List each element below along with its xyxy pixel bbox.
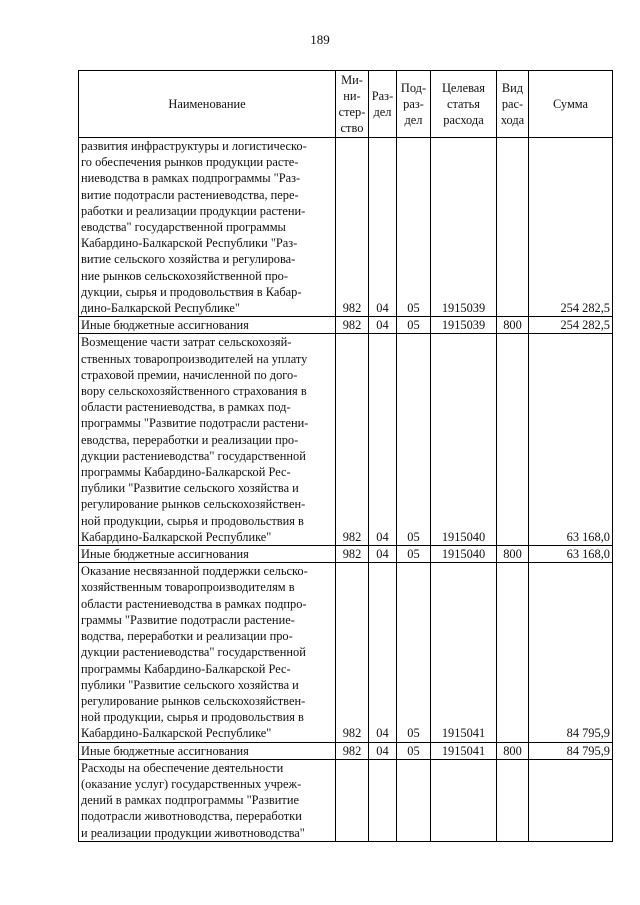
header-name: Наименование xyxy=(79,71,336,138)
target-article-cell: 1915040 xyxy=(431,546,497,563)
target-article-cell: 1915041 xyxy=(431,742,497,759)
expense-name-cell: Иные бюджетные ассигнования xyxy=(79,546,336,563)
expense-name-cell: Иные бюджетные ассигнования xyxy=(79,317,336,334)
ministry-code-cell: 982 xyxy=(336,334,369,546)
subsection-code-cell: 05 xyxy=(397,334,431,546)
expense-type-cell: 800 xyxy=(497,742,529,759)
target-article-cell: 1915040 xyxy=(431,334,497,546)
expense-type-cell: 800 xyxy=(497,546,529,563)
expense-name-cell: Оказание несвязанной поддержки сельско- хозяйственным товаропроизводителям в области растениеводства в рамках подпро- граммы "Развитие подотрасли растение- водства, переработки и реализации про- дукции растениеводства" государственной программы Кабардино-Балкарской Рес- публики "Развитие сельского хозяйства и регулирование рынков сельскохозяйствен- ной продукции, сырья и продовольствия в Кабардино-Балкарской Республике" xyxy=(79,563,336,742)
expense-name-cell: Иные бюджетные ассигнования xyxy=(79,742,336,759)
table-row xyxy=(79,546,613,563)
expense-name-cell: Расходы на обеспечение деятельности (оказание услуг) государственных учреж- дений в рамках подпрограммы "Развитие подотрасли животноводства, переработки и реализации продукции животноводства" xyxy=(79,759,336,841)
subsection-code-cell: 05 xyxy=(397,317,431,334)
ministry-code-cell: 982 xyxy=(336,742,369,759)
section-code-cell: 04 xyxy=(369,742,397,759)
section-code-cell: 04 xyxy=(369,334,397,546)
amount-cell: 84 795,9 xyxy=(529,742,613,759)
header-expense-type: Вид рас- хода xyxy=(497,71,529,138)
header-amount: Сумма xyxy=(529,71,613,138)
section-code-cell: 04 xyxy=(369,317,397,334)
ministry-code-cell: 982 xyxy=(336,317,369,334)
table-row xyxy=(79,563,613,742)
expense-type-cell: 800 xyxy=(497,317,529,334)
amount-cell: 254 282,5 xyxy=(529,317,613,334)
page-number: 189 xyxy=(310,32,330,47)
section-code-cell: 04 xyxy=(369,546,397,563)
amount-cell xyxy=(529,759,613,841)
expense-type-cell xyxy=(497,759,529,841)
subsection-code-cell: 05 xyxy=(397,742,431,759)
subsection-code-cell: 05 xyxy=(397,138,431,317)
ministry-code-cell: 982 xyxy=(336,546,369,563)
subsection-code-cell: 05 xyxy=(397,546,431,563)
section-code-cell: 04 xyxy=(369,563,397,742)
expense-type-cell xyxy=(497,563,529,742)
table-row xyxy=(79,759,613,841)
amount-cell: 63 168,0 xyxy=(529,546,613,563)
expense-name-cell: развития инфраструктуры и логистическо- го обеспечения рынков продукции расте- ниеводства в рамках подпрограммы "Раз- витие подотрасли растениеводства, пере- работки и реализации продукции растени- еводства" государственной программы Кабардино-Балкарской Республики "Раз- витие сельского хозяйства и регулирова- ние рынков сельскохозяйственной про- дукции, сырья и продовольствия в Кабар- дино-Балкарской Республике" xyxy=(79,138,336,317)
ministry-code-cell: 982 xyxy=(336,563,369,742)
table-header-row xyxy=(79,71,613,138)
target-article-cell: 1915041 xyxy=(431,563,497,742)
amount-cell: 63 168,0 xyxy=(529,334,613,546)
subsection-code-cell xyxy=(397,759,431,841)
table-row xyxy=(79,317,613,334)
budget-table xyxy=(78,70,613,842)
table-row xyxy=(79,138,613,317)
header-ministry: Ми- ни- стер- ство xyxy=(336,71,369,138)
table-row xyxy=(79,334,613,546)
ministry-code-cell: 982 xyxy=(336,138,369,317)
subsection-code-cell: 05 xyxy=(397,563,431,742)
section-code-cell xyxy=(369,759,397,841)
target-article-cell xyxy=(431,759,497,841)
table-row xyxy=(79,742,613,759)
ministry-code-cell xyxy=(336,759,369,841)
header-target-article: Целевая статья расхода xyxy=(431,71,497,138)
header-section: Раз- дел xyxy=(369,71,397,138)
amount-cell: 84 795,9 xyxy=(529,563,613,742)
expense-name-cell: Возмещение части затрат сельскохозяй- ственных товаропроизводителей на уплату страховой премии, начисленной по дого- вору сельскохозяйственного страхования в области растениеводства, в рамках под- программы "Развитие подотрасли растени- еводства, переработки и реализации про- дукции растениеводства" государственной программы Кабардино-Балкарской Рес- публики "Развитие сельского хозяйства и регулирование рынков сельскохозяйствен- ной продукции, сырья и продовольствия в Кабардино-Балкарской Республике" xyxy=(79,334,336,546)
header-subsection: Под- раз- дел xyxy=(397,71,431,138)
target-article-cell: 1915039 xyxy=(431,317,497,334)
amount-cell: 254 282,5 xyxy=(529,138,613,317)
target-article-cell: 1915039 xyxy=(431,138,497,317)
expense-type-cell xyxy=(497,334,529,546)
section-code-cell: 04 xyxy=(369,138,397,317)
expense-type-cell xyxy=(497,138,529,317)
